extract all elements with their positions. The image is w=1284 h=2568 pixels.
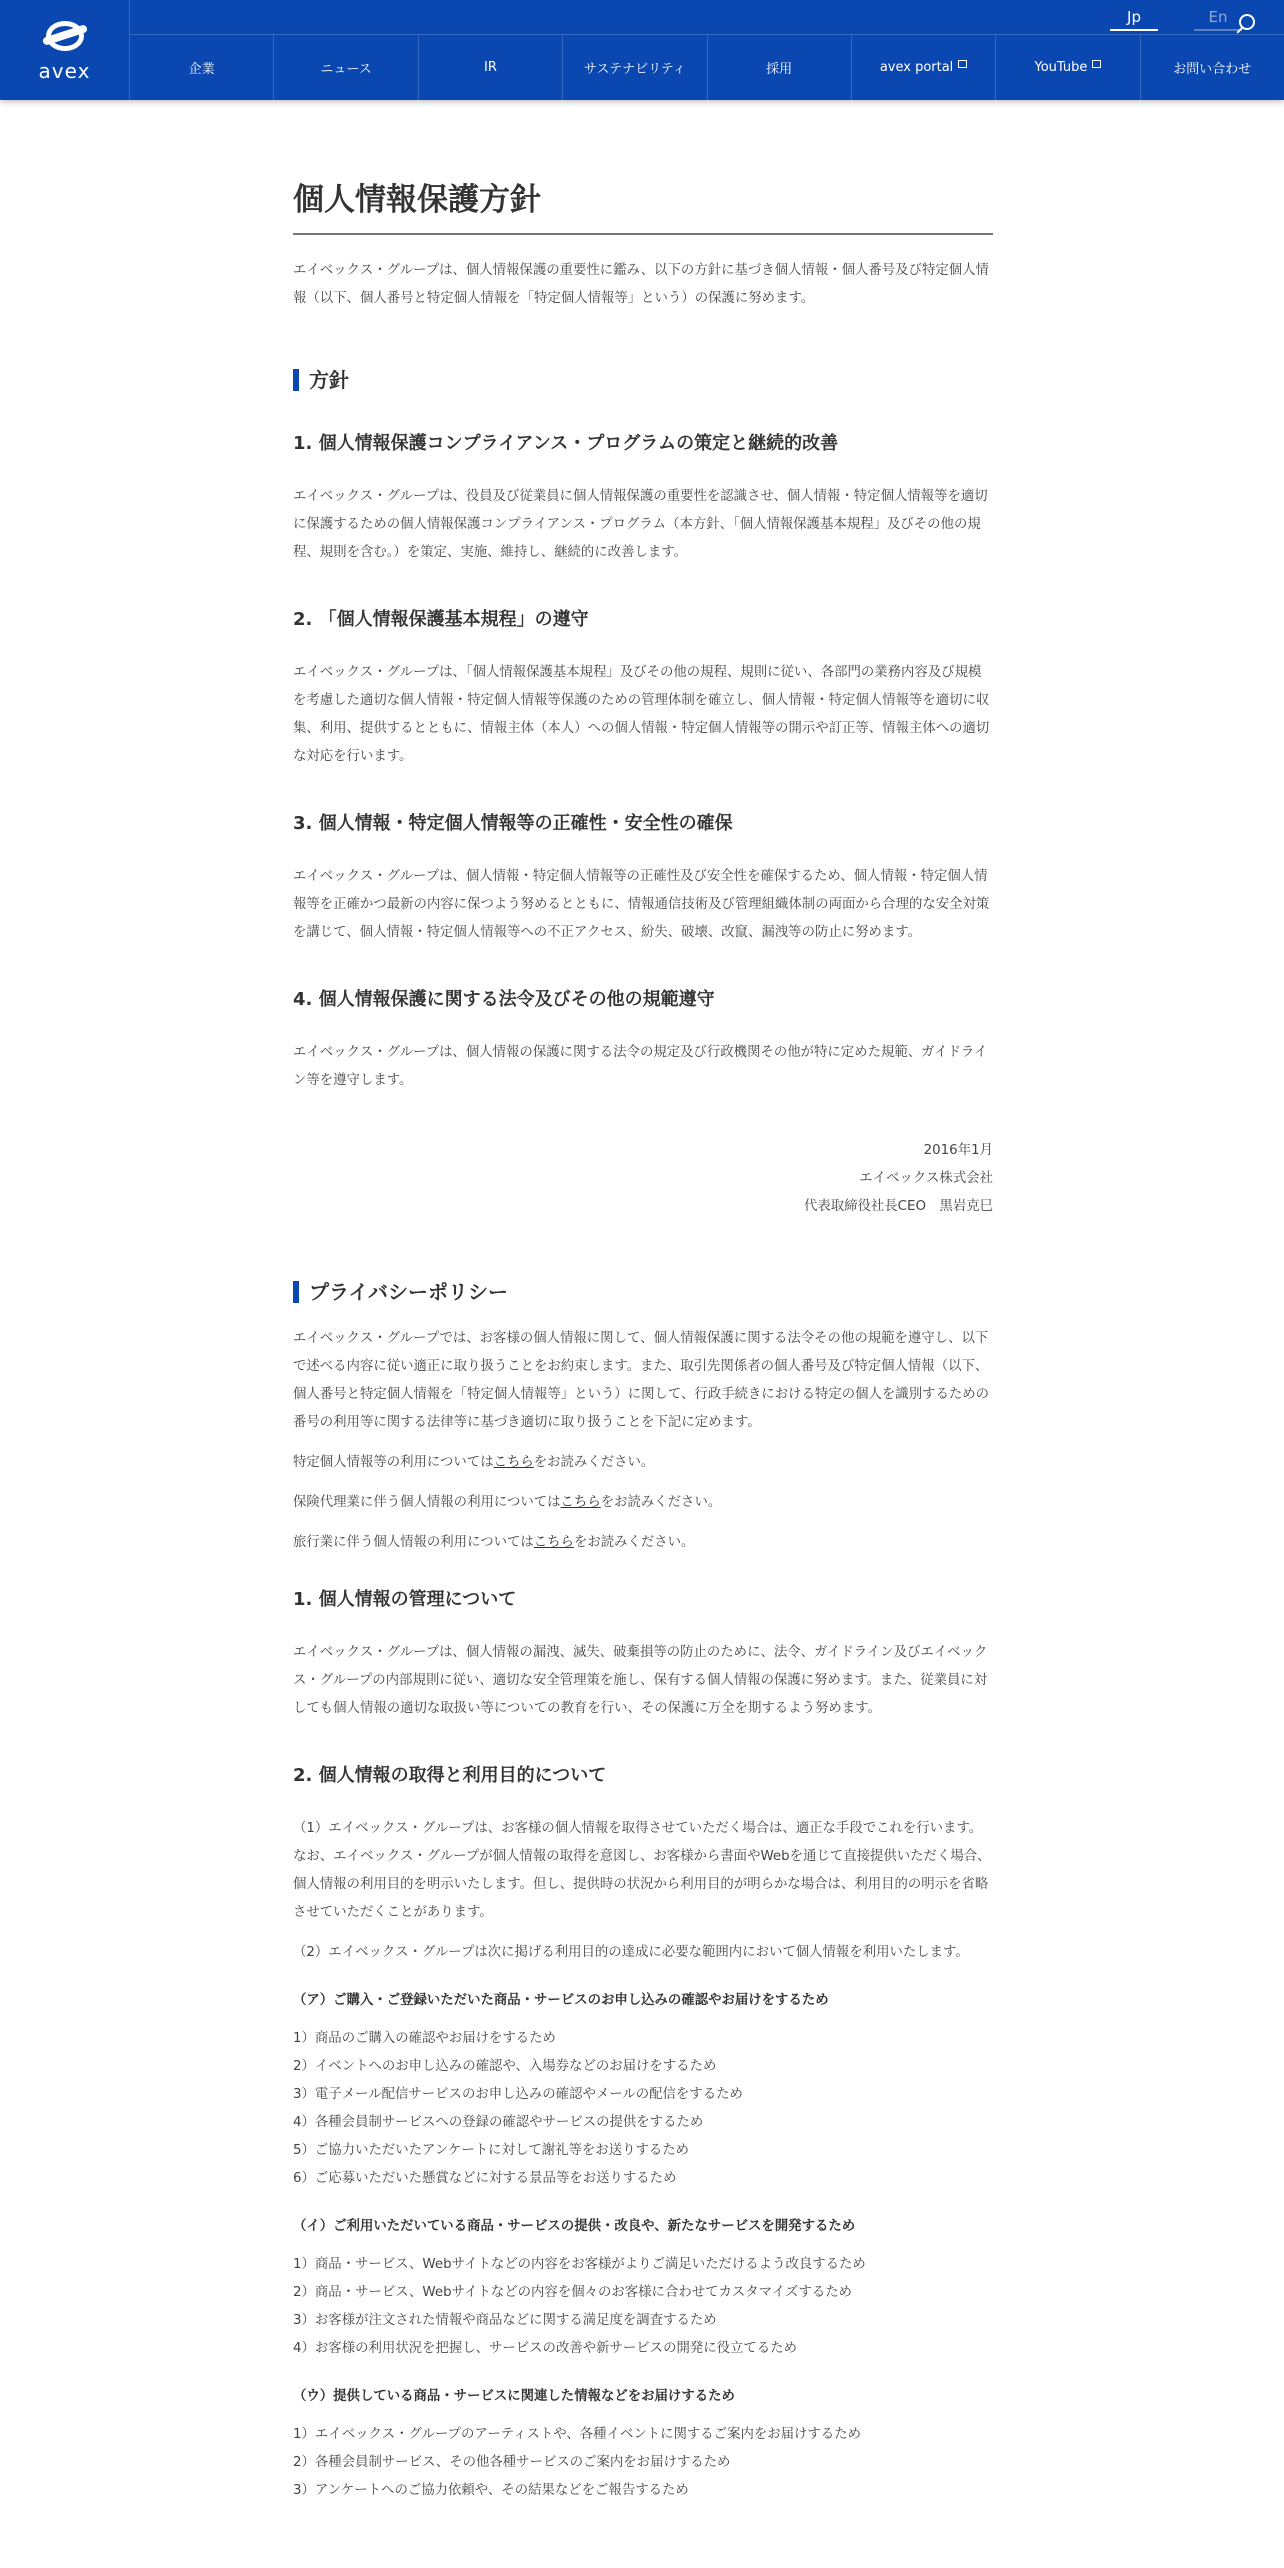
link-prefix: 特定個人情報等の利用については: [293, 1455, 494, 1470]
external-link-icon: [1092, 60, 1101, 68]
link-paragraph: [293, 1489, 993, 1517]
main-content: [293, 174, 993, 2505]
avex-logo[interactable]: [0, 0, 130, 100]
language-switcher: [1110, 8, 1242, 31]
list-item: 5）ご協力いただいたアンケートに対して謝礼等をお送りするため: [293, 2143, 690, 2158]
list-item: 2）各種会員制サービス、その他各種サービスのご案内をお届けするため: [293, 2455, 731, 2470]
kochira-link[interactable]: こちら: [533, 1535, 574, 1550]
purpose-list: [293, 2025, 993, 2193]
policy-date: 2016年1月: [923, 1143, 993, 1158]
policy-item-text: エイベックス・グループは、「個人情報保護基本規程」及びその他の規程、規則に従い、各部門の業務内容及び規模を考慮した適切な個人情報・特定個人情報等保護のための管理体制を確立し、個人情報・特定個人情報等を適切に収集、利用、提供するとともに、情報主体（本人）への個人情報・特定個人情報等の開示や訂正等、情報主体への適切な対応を行います。: [293, 665, 990, 764]
nav-item-company[interactable]: [130, 35, 274, 100]
policy-item-text: エイベックス・グループは、個人情報・特定個人情報等の正確性及び安全性を確保するため、個人情報・特定個人情報等を正確かつ最新の内容に保つよう努めるとともに、情報通信技術及び管理組織体制の両面から合理的な安全対策を講じて、個人情報・特定個人情報等への不正アクセス、紛失、破壊、改竄、漏洩等の防止に努めます。: [293, 869, 990, 940]
lang-jp[interactable]: Jp: [1110, 8, 1158, 31]
external-link-icon: [958, 60, 967, 68]
privacy-section-text: （2）エイベックス・グループは次に掲げる利用目的の達成に必要な範囲内において個人情報を利用いたします。: [293, 1945, 969, 1960]
nav-item-youtube[interactable]: [996, 35, 1140, 100]
intro-text: エイベックス・グループは、個人情報保護の重要性に鑑み、以下の方針に基づき個人情報・個人番号及び特定個人情報（以下、個人番号と特定個人情報を「特定個人情報等」という）の保護に努めます。: [293, 263, 989, 306]
nav-label: ニュース: [320, 62, 372, 77]
avex-logo-text: avex: [38, 59, 91, 83]
purpose-group-title: （ウ）提供している商品・サービスに関連した情報などをお届けするため: [293, 2389, 735, 2404]
nav-item-ir[interactable]: [419, 35, 563, 100]
lang-en[interactable]: En: [1194, 8, 1242, 31]
purpose-list: [293, 2421, 993, 2505]
page-title: 個人情報保護方針: [293, 174, 993, 235]
purpose-group-title: （イ）ご利用いただいている商品・サービスの提供・改良や、新たなサービスを開発するため: [293, 2219, 856, 2234]
list-item: 6）ご応募いただいた懸賞などに対する景品等をお送りするため: [293, 2171, 677, 2186]
list-item: 1）エイベックス・グループのアーティストや、各種イベントに関するご案内をお届けするため: [293, 2427, 861, 2442]
list-item: 4）各種会員制サービスへの登録の確認やサービスの提供をするため: [293, 2115, 704, 2130]
link-paragraph: [293, 1449, 993, 1477]
policy-signer: 代表取締役社長CEO 黒岩克巳: [803, 1199, 993, 1214]
policy-item-title: 4. 個人情報保護に関する法令及びその他の規範遵守: [293, 989, 715, 1010]
nav-label: 採用: [766, 62, 793, 77]
link-paragraph: [293, 1529, 993, 1557]
nav-label: お問い合わせ: [1173, 62, 1252, 77]
nav-item-contact[interactable]: [1141, 35, 1284, 100]
link-suffix: をお読みください。: [533, 1455, 655, 1470]
list-item: 2）イベントへのお申し込みの確認や、入場券などのお届けをするため: [293, 2059, 717, 2074]
nav-item-avex-portal[interactable]: [852, 35, 996, 100]
kochira-link[interactable]: こちら: [493, 1455, 534, 1470]
list-item: 3）お客様が注文された情報や商品などに関する満足度を調査するため: [293, 2313, 717, 2328]
policy-company: エイベックス株式会社: [859, 1171, 993, 1186]
privacy-section-text: エイベックス・グループは、個人情報の漏洩、滅失、破棄損等の防止のために、法令、ガイドライン及びエイベックス・グループの内部規則に従い、適切な安全管理策を施し、保有する個人情報の保護に努めます。また、従業員に対しても個人情報の適切な取扱い等についての教育を行い、その保護に万全を期するよう努めます。: [293, 1645, 988, 1716]
nav-label: YouTube: [1034, 60, 1088, 75]
nav-item-recruit[interactable]: [708, 35, 852, 100]
privacy-section-text: （1）エイベックス・グループは、お客様の個人情報を取得させていただく場合は、適正な手段でこれを行います。なお、エイベックス・グループが個人情報の取得を意図し、お客様から書面やWebを通じて直接提供いただく場合、個人情報の利用目的を明示いたします。但し、提供時の状況から利用目的が明らかな場合は、利用目的の明示を省略させていただくことがあります。: [293, 1821, 991, 1920]
list-item: 2）商品・サービス、Webサイトなどの内容を個々のお客様に合わせてカスタマイズするため: [293, 2285, 853, 2300]
privacy-intro: エイベックス・グループでは、お客様の個人情報に関して、個人情報保護に関する法令その他の規範を遵守し、以下で述べる内容に従い適正に取り扱うことをお約束します。また、取引先関係者の個人番号及び特定個人情報（以下、個人番号と特定個人情報を「特定個人情報等」という）に関して、行政手続きにおける特定の個人を識別するための番号の利用等に関する法律等に基づき適切に取り扱うことを下記に定めます。: [293, 1331, 990, 1430]
avex-logo-mark: [40, 17, 90, 55]
privacy-section-title: 2. 個人情報の取得と利用目的について: [293, 1765, 607, 1786]
list-item: 1）商品のご購入の確認やお届けをするため: [293, 2031, 556, 2046]
global-nav: [130, 35, 1284, 100]
policy-item-title: 3. 個人情報・特定個人情報等の正確性・安全性の確保: [293, 813, 733, 834]
nav-item-sustainability[interactable]: [563, 35, 707, 100]
nav-label: avex portal: [879, 60, 954, 75]
link-suffix: をお読みください。: [573, 1535, 695, 1550]
purpose-group-title: （ア）ご購入・ご登録いただいた商品・サービスのお申し込みの確認やお届けをするため: [293, 1993, 829, 2008]
nav-label: IR: [484, 60, 497, 75]
policy-item-text: エイベックス・グループは、個人情報の保護に関する法令の規定及び行政機関その他が特に定めた規範、ガイドライン等を遵守します。: [293, 1045, 988, 1088]
policy-heading: 方針: [293, 369, 993, 391]
list-item: 3）アンケートへのご協力依頼や、その結果などをご報告するため: [293, 2483, 689, 2498]
nav-label: サステナビリティ: [583, 62, 686, 77]
site-header: [0, 0, 1284, 100]
policy-item-title: 1. 個人情報保護コンプライアンス・プログラムの策定と継続的改善: [293, 433, 839, 454]
privacy-section-title: 1. 個人情報の管理について: [293, 1589, 517, 1610]
nav-label: 企業: [188, 62, 215, 77]
nav-item-news[interactable]: [274, 35, 418, 100]
privacy-heading: プライバシーポリシー: [293, 1281, 993, 1303]
purpose-list: [293, 2251, 993, 2363]
list-item: 4）お客様の利用状況を把握し、サービスの改善や新サービスの開発に役立てるため: [293, 2341, 797, 2356]
list-item: 3）電子メール配信サービスのお申し込みの確認やメールの配信をするため: [293, 2087, 743, 2102]
link-prefix: 保険代理業に伴う個人情報の利用については: [293, 1495, 561, 1510]
link-prefix: 旅行業に伴う個人情報の利用については: [293, 1535, 534, 1550]
policy-item-text: エイベックス・グループは、役員及び従業員に個人情報保護の重要性を認識させ、個人情報・特定個人情報等を適切に保護するための個人情報保護コンプライアンス・プログラム（本方針、「個人情報保護基本規程」及びその他の規程、規則を含む。）を策定、実施、維持し、継続的に改善します。: [293, 489, 988, 560]
policy-item-title: 2. 「個人情報保護基本規程」の遵守: [293, 609, 589, 630]
kochira-link[interactable]: こちら: [560, 1495, 601, 1510]
policy-signature: [293, 1137, 993, 1221]
list-item: 1）商品・サービス、Webサイトなどの内容をお客様がよりご満足いただけるよう改良するため: [293, 2257, 866, 2272]
link-suffix: をお読みください。: [600, 1495, 722, 1510]
